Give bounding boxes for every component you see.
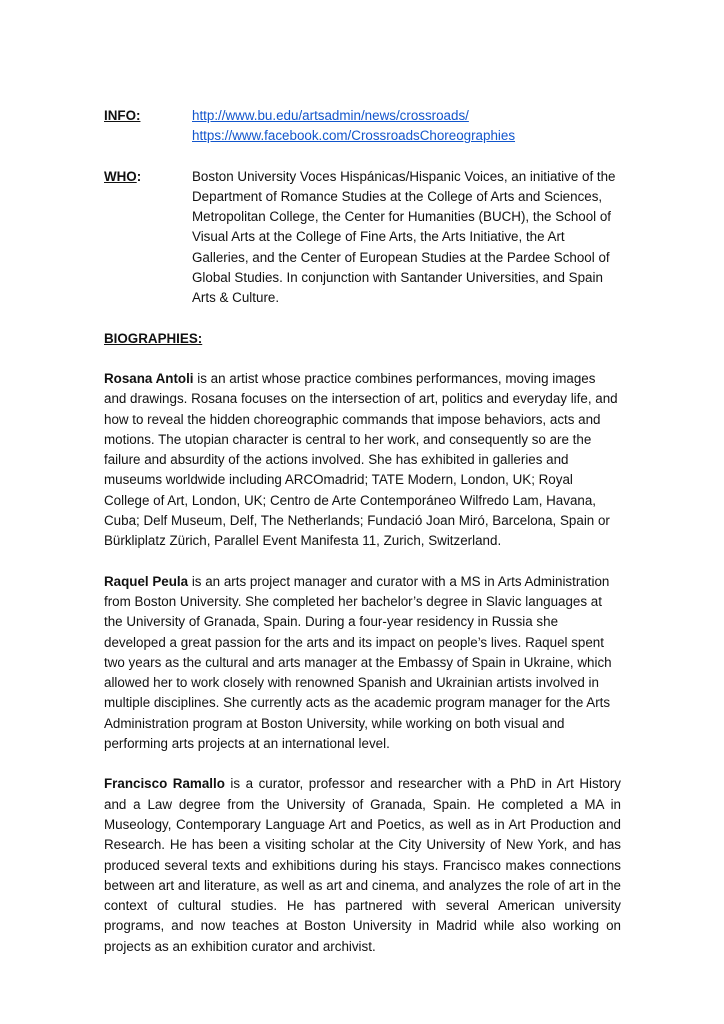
bio-text: is an artist whose practice combines performances, moving images and drawings. Rosana focuses on the intersection of art, politics and everyday life, and how to reveal the hidden choreographic commands that impose behaviors, acts and motions. The utopian character is central to her work, and consequently so are the failure and absurdity of the actions involved. She has exhibited in galleries and museums worldwide including ARCOmadrid; TATE Modern, London, UK; Royal College of Art, London, UK; Centro de Arte Contemporáneo Wilfredo Lam, Havana, Cuba; Delf Museum, Delf, The Netherlands; Fundació Joan Miró, Barcelona, Spain or Bürkliplatz Zürich, Parallel Event Manifesta 11, Zurich, Switzerland. bbox=[104, 370, 618, 549]
who-text: Boston University Voces Hispánicas/Hispanic Voices, an initiative of the Department of Romance Studies at the College of Arts and Sciences, Metropolitan College, the Center for Humanities (BUCH), the School of Visual Arts at the College of Fine Arts, the Arts Initiative, the Art Galleries, and the Center of European Studies at the Pardee School of Global Studies. In conjunction with Santander Universities, and Spain Arts & Culture. bbox=[192, 168, 616, 306]
facebook-crossroads-link[interactable]: https://www.facebook.com/CrossroadsChoreographies bbox=[192, 128, 516, 144]
info-links bbox=[192, 106, 621, 147]
bio-name: Francisco Ramallo bbox=[104, 776, 225, 792]
who-label: WHO bbox=[104, 168, 137, 184]
bio-name: Raquel Peula bbox=[104, 573, 189, 589]
biographies-heading: BIOGRAPHIES: bbox=[104, 330, 203, 346]
who-section bbox=[104, 167, 621, 309]
bio-francisco-ramallo bbox=[104, 774, 621, 957]
bu-crossroads-link[interactable]: http://www.bu.edu/artsadmin/news/crossroads/ bbox=[192, 108, 469, 123]
document-page bbox=[104, 106, 621, 977]
bio-name: Rosana Antoli bbox=[104, 370, 194, 386]
bio-text: is a curator, professor and researcher with a PhD in Art History and a Law degree from the University of Granada, Spain. He completed a MA in Museology, Contemporary Language Art and Poetics, as well as in Art Production and Research. He has been a visiting scholar at the City University of New York, and has produced several texts and exhibitions during his stays. Francisco makes connections between art and literature, as well as art and cinema, and analyzes the role of art in the context of cultural studies. He has partnered with several American university programs, and now teaches at Boston University in Madrid while also working on projects as an exhibition curator and archivist. bbox=[104, 776, 621, 954]
bio-raquel-peula bbox=[104, 572, 621, 755]
who-label-colon: : bbox=[136, 168, 142, 184]
info-label: INFO: bbox=[104, 108, 141, 123]
who-label-wrap bbox=[104, 167, 192, 309]
bio-rosana-antoli bbox=[104, 369, 621, 552]
bio-text: is an arts project manager and curator with a MS in Arts Administration from Boston University. She completed her bachelor’s degree in Slavic languages at the University of Granada, Spain. During a four-year residency in Russia she developed a great passion for the arts and its impact on people’s lives. Raquel spent two years as the cultural and arts manager at the Embassy of Spain in Ukraine, which allowed her to work closely with renowned Spanish and Ukrainian artists involved in multiple disciplines. She currently acts as the academic program manager for the Arts Administration program at Boston University, while working on both visual and performing arts projects at an international level. bbox=[104, 573, 612, 752]
info-section bbox=[104, 106, 621, 147]
